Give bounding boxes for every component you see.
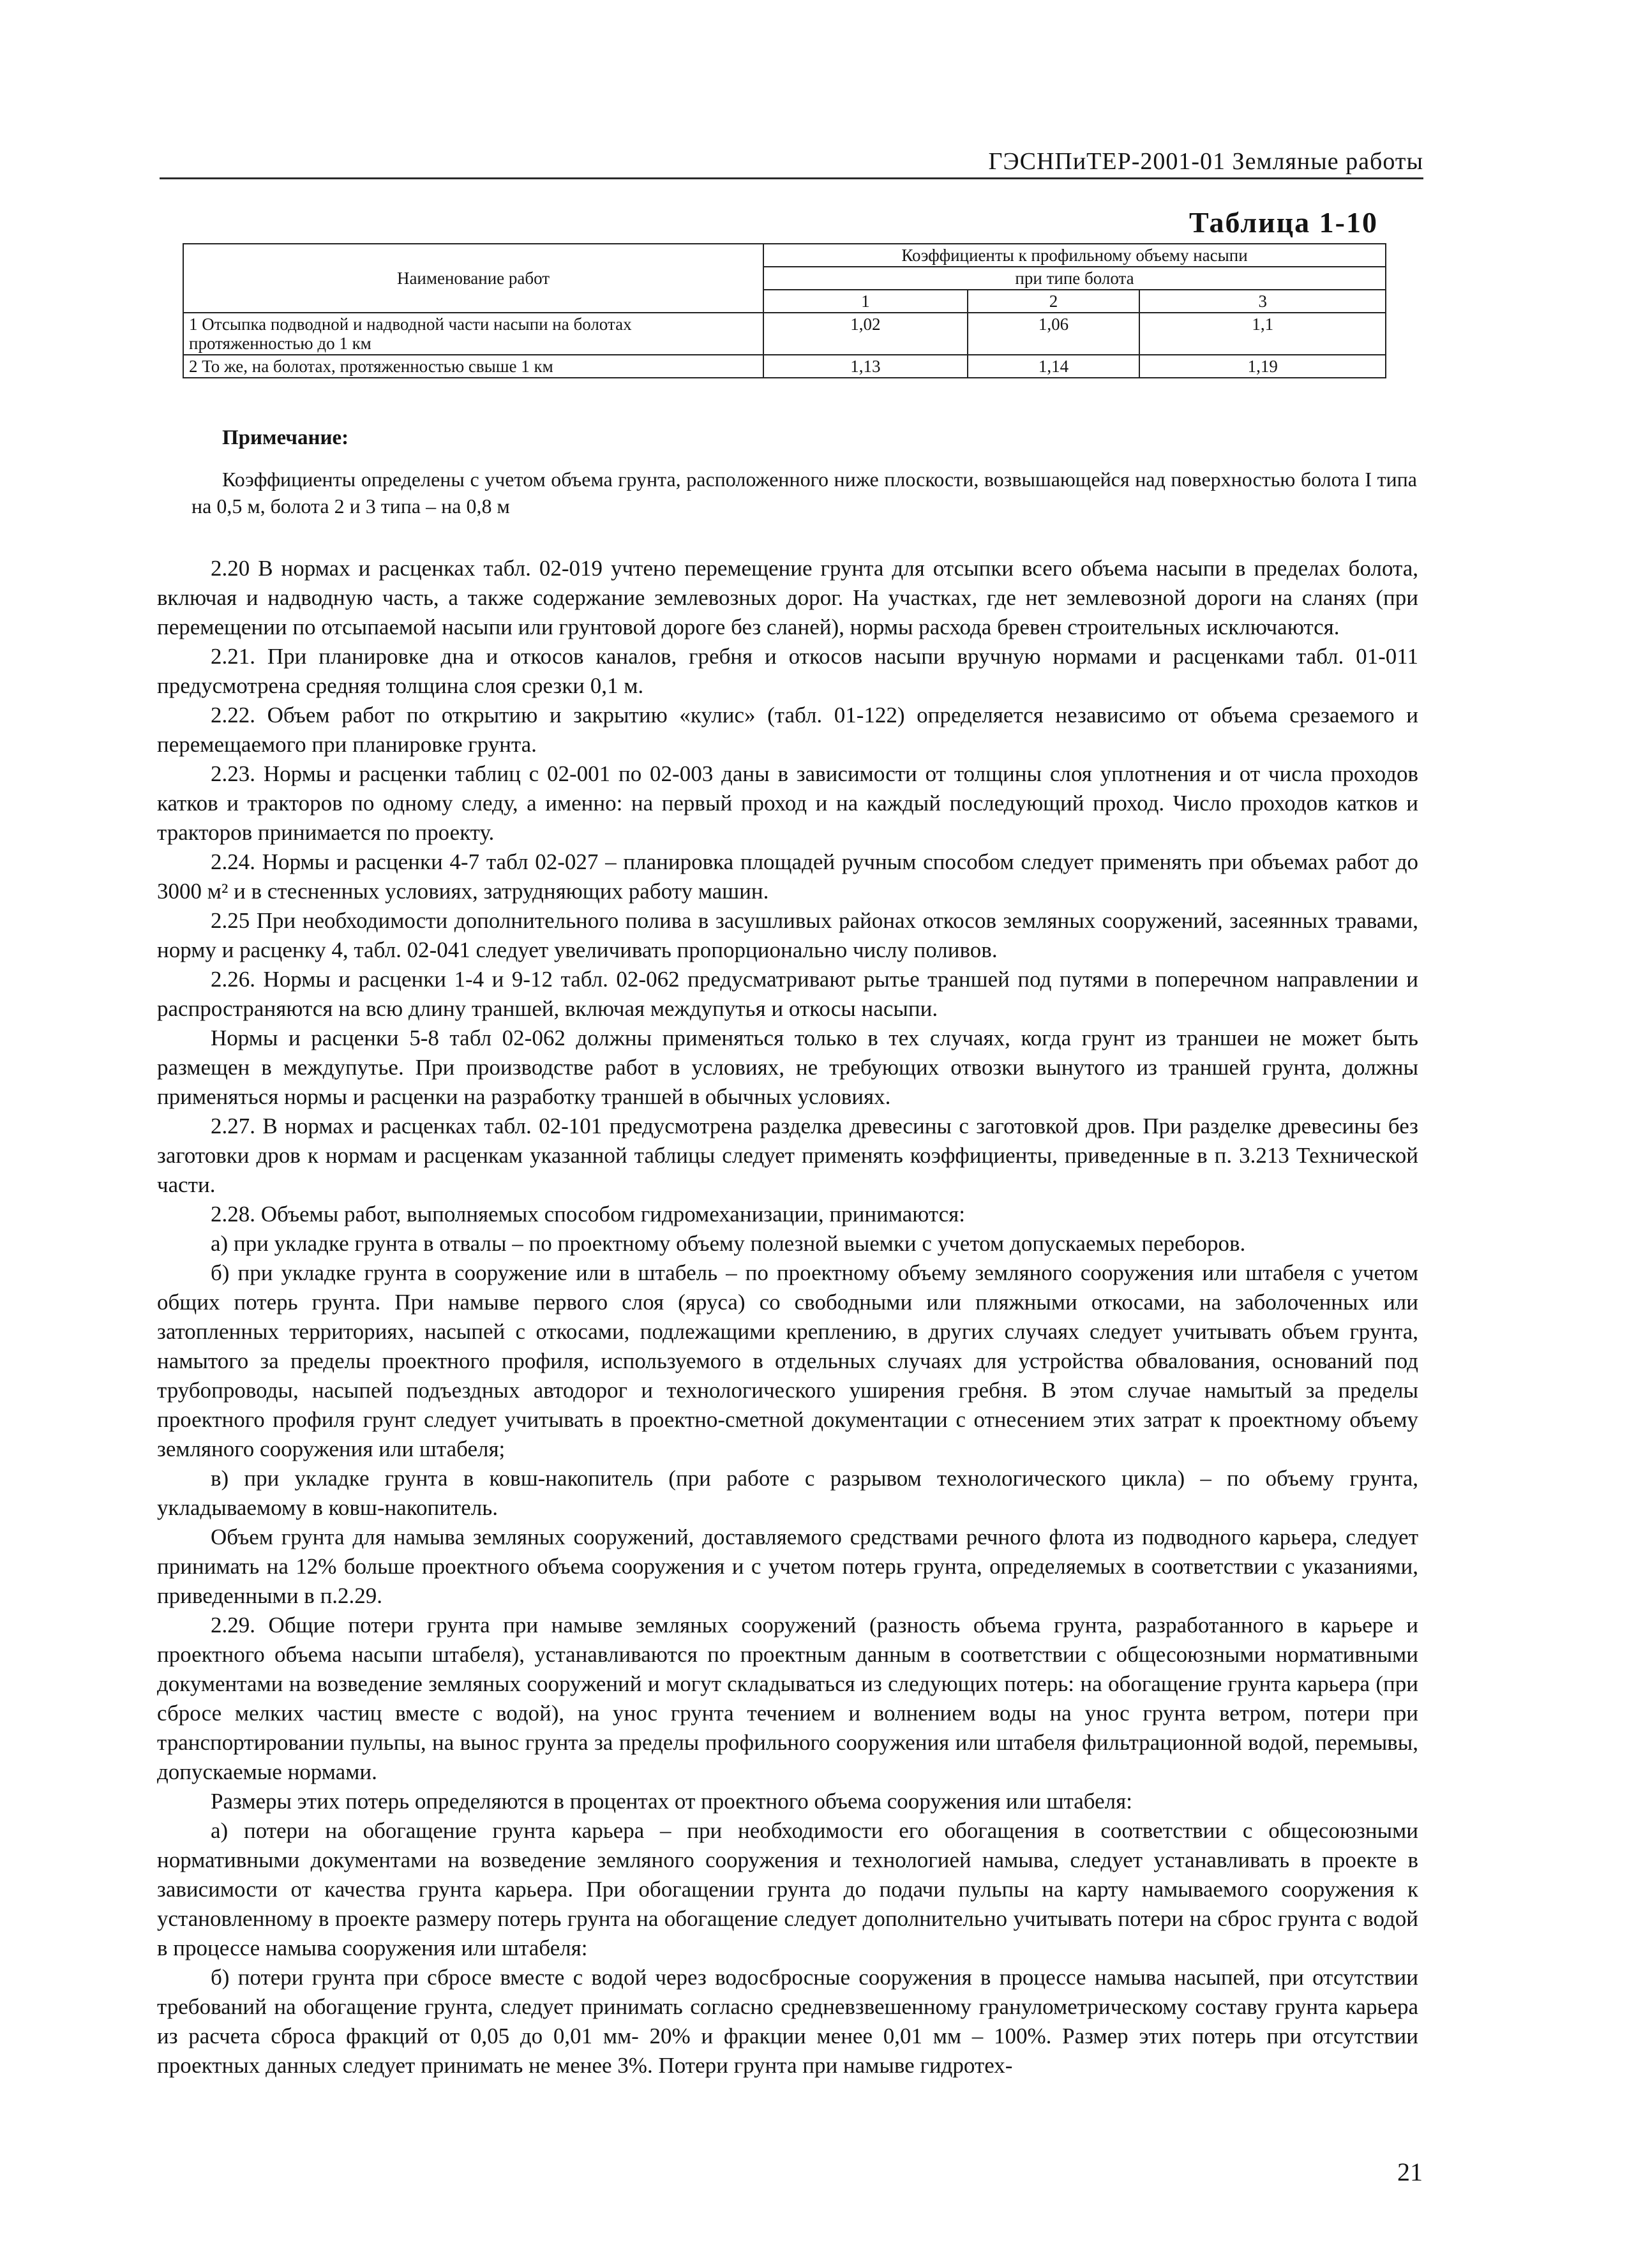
column-number-2: 2 [968, 290, 1140, 313]
paragraph-2-26-cont: Нормы и расценки 5-8 табл 02-062 должны применяться только в тех случаях, когда грунт из траншеи не может быть размещен в междупутье. При производстве работ в условиях, не требующих отвозки вынутого из траншей грунта, должны применяться нормы и расценки на разработку траншей в обычных условиях. [157, 1026, 1418, 1109]
paragraph-2-29-a: а) потери на обогащение грунта карьера – при необходимости его обогащения в соответствии с общесоюзными нормативными документами на возведение земляного сооружения и технологией намыва, следует устанавливать в проекте в зависимости от качества грунта карьера. При обогащении грунта до подачи пульпы на карту намываемого сооружения к установленному в проекте размеру потерь грунта на обогащение следует дополнительно учитывать потери на сброс грунта с водой в процессе намыва сооружения или штабеля: [157, 1818, 1418, 1960]
paragraph-2-28-a: а) при укладке грунта в отвалы – по проектному объему полезной выемки с учетом допускаемых переборов. [211, 1231, 1246, 1256]
row-work-name: 2 То же, на болотах, протяженностью свыше 1 км [183, 355, 763, 378]
row-work-name: 1 Отсыпка подводной и надводной части насыпи на болотах протяженностью до 1 км [183, 313, 763, 355]
column-number-3: 3 [1139, 290, 1386, 313]
paragraph-2-24: 2.24. Нормы и расценки 4-7 табл 02-027 – планировка площадей ручным способом следует применять при объемах работ до 3000 м² и в стесненных условиях, затрудняющих работу машин. [157, 849, 1418, 904]
paragraph-2-29: 2.29. Общие потери грунта при намыве земляных сооружений (разность объема грунта, разработанного в карьере и проектного объема насыпи штабеля), устанавливаются по проектным данным в соответствии с общесоюзными нормативными документами на возведение земляных сооружений и могут складываться из следующих потерь: на обогащение грунта карьера (при сбросе мелких частиц вместе с водой), на унос грунта течением и волнением воды на унос грунта ветром, потери при транспортировании пульпы, на вынос грунта за пределы профильного сооружения или штабеля фильтрационной водой, перемывы, допускаемые нормами. [157, 1613, 1418, 1784]
coefficients-table [183, 243, 1386, 378]
column-group-header: Коэффициенты к профильному объему насыпи [763, 244, 1386, 267]
paragraph-2-28-cont: Объем грунта для намыва земляных сооружений, доставляемого средствами речного флота из подводного карьера, следует принимать на 12% больше проектного объема сооружения и с учетом потерь грунта, определяемых в соответствии с указаниями, приведенными в п.2.29. [157, 1525, 1418, 1608]
paragraph-2-23: 2.23. Нормы и расценки таблиц с 02-001 по 02-003 даны в зависимости от толщины слоя уплотнения и от числа проходов катков и тракторов по одному следу, а именно: на первый проход и на каждый последующий проход. Число проходов катков и тракторов принимается по проекту. [157, 761, 1418, 845]
paragraph-2-28-v: в) при укладке грунта в ковш-накопитель (при работе с разрывом технологического цикла) – по объему грунта, укладываемому в ковш-накопитель. [157, 1466, 1418, 1520]
paragraph-2-20: 2.20 В нормах и расценках табл. 02-019 учтено перемещение грунта для отсыпки всего объема насыпи в пределах болота, включая и надводную часть, а также содержание землевозных дорог. На участках, где нет землевозной дороги на сланях (при перемещении по отсыпаемой насыпи или грунтовой дороге без сланей), нормы расхода бревен строительных исключаются. [157, 556, 1418, 639]
table-header-row [183, 244, 1386, 267]
row-value: 1,1 [1139, 313, 1386, 355]
note-text: Коэффициенты определены с учетом объема грунта, расположенного ниже плоскости, возвышающейся над поверхностью болота I типа на 0,5 м, болота 2 и 3 типа – на 0,8 м [191, 468, 1417, 518]
paragraph-2-29-sizes: Размеры этих потерь определяются в процентах от проектного объема сооружения или штабеля: [211, 1789, 1132, 1814]
paragraph-2-29-b: б) потери грунта при сбросе вместе с водой через водосбросные сооружения в процессе намыва насыпей, при отсутствии требований на обогащение грунта, следует принимать согласно средневзвешенному гранулометрическому составу грунта карьера из расчета сброса фракций от 0,05 до 0,01 мм- 20% и фракции менее 0,01 мм – 100%. Размер этих потерь при отсутствии проектных данных следует принимать не менее 3%. Потери грунта при намыве гидротех- [157, 1965, 1418, 2078]
row-value: 1,02 [763, 313, 968, 355]
page-number: 21 [1397, 2158, 1423, 2186]
paragraph-2-28: 2.28. Объемы работ, выполняемых способом гидромеханизации, принимаются: [211, 1202, 965, 1227]
row-value: 1,06 [968, 313, 1140, 355]
paragraph-2-21: 2.21. При планировке дна и откосов каналов, гребня и откосов насыпи вручную нормами и расценками табл. 01-011 предусмотрена средняя толщина слоя срезки 0,1 м. [157, 644, 1418, 698]
column-number-1: 1 [763, 290, 968, 313]
row-value: 1,19 [1139, 355, 1386, 378]
paragraph-2-26: 2.26. Нормы и расценки 1-4 и 9-12 табл. 02-062 предусматривают рытье траншей под путями в поперечном направлении и распространяются на всю длину траншей, включая междупутья и откосы насыпи. [157, 967, 1418, 1021]
row-value: 1,14 [968, 355, 1140, 378]
table-row [183, 313, 1386, 355]
table-row [183, 355, 1386, 378]
note-title: Примечание: [222, 426, 349, 449]
column-header-work-name: Наименование работ [183, 244, 763, 313]
row-value: 1,13 [763, 355, 968, 378]
column-subgroup-header: при типе болота [763, 267, 1386, 290]
paragraph-2-27: 2.27. В нормах и расценках табл. 02-101 предусмотрена разделка древесины с заготовкой дров. При разделке древесины без заготовки дров к нормам и расценкам указанной таблицы следует применять коэффициенты, приведенные в п. 3.213 Технической части. [157, 1114, 1418, 1197]
paragraph-2-22: 2.22. Объем работ по открытию и закрытию «кулис» (табл. 01-122) определяется независимо от объема срезаемого и перемещаемого при планировке грунта. [157, 703, 1418, 757]
paragraph-2-25: 2.25 При необходимости дополнительного полива в засушливых районах откосов земляных сооружений, засеянных травами, норму и расценку 4, табл. 02-041 следует увеличивать пропорционально числу поливов. [157, 908, 1418, 962]
table-caption: Таблица 1-10 [1188, 206, 1378, 239]
body-text [157, 554, 1418, 2080]
paragraph-2-28-b: б) при укладке грунта в сооружение или в штабель – по проектному объему земляного сооружения или штабеля с учетом общих потерь грунта. При намыве первого слоя (яруса) со свободными или пляжными откосами, на заболоченных или затопленных территориях, насыпей с откосами, подлежащими креплению, в других случаях следует учитывать объем грунта, намытого за пределы проектного профиля, используемого в отдельных случаях для устройства обвалования, оснований под трубопроводы, насыпей подъездных автодорог и технологического уширения гребня. В этом случае намытый за пределы проектного профиля грунт следует учитывать в проектно-сметной документации с отнесением этих затрат к проектному объему земляного сооружения или штабеля; [157, 1260, 1418, 1461]
running-header: ГЭСНПиТЕР-2001-01 Земляные работы [160, 145, 1423, 179]
